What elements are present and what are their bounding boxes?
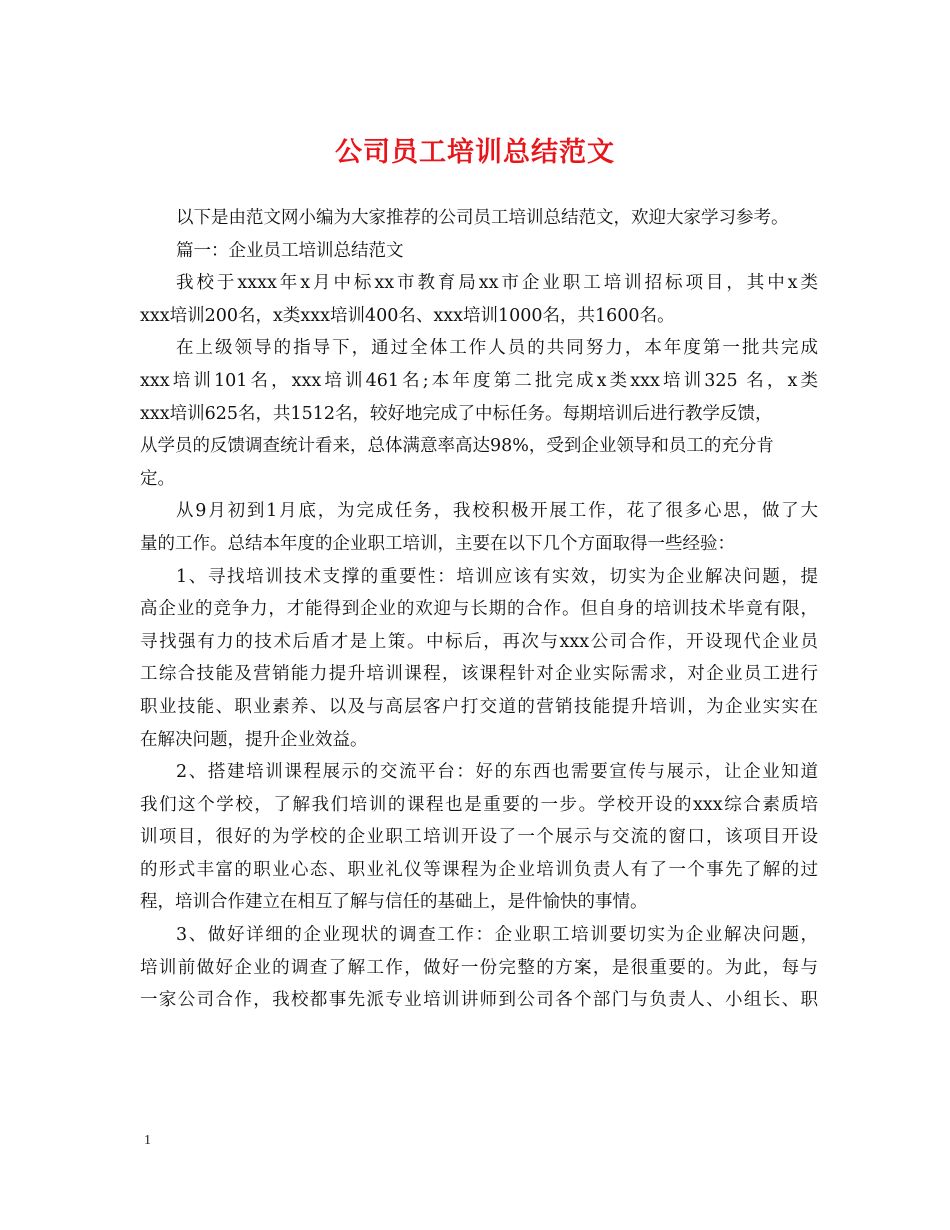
- paragraph-line: xxx培训625名，共1512名，较好地完成了中标任务。每期培训后进行教学反馈，: [140, 403, 773, 424]
- paragraph-line: 高企业的竞争力，才能得到企业的欢迎与长期的合作。但自身的培训技术毕竟有限，: [140, 599, 818, 620]
- paragraph-line: 从9月初到1月底，为完成任务，我校积极开展工作，花了很多心思，做了大: [176, 501, 818, 522]
- paragraph-line: xxx培训200名，x类xxx培训400名、xxx培训1000名，共1600名。: [140, 305, 675, 326]
- paragraph-line: xxx培训101名，xxx培训461名;本年度第二批完成x类xxx培训325 名，x类: [140, 370, 818, 391]
- paragraph-line: 以下是由范文网小编为大家推荐的公司员工培训总结范文，欢迎大家学习参考。: [176, 208, 789, 228]
- paragraph-line: 程，培训合作建立在相互了解与信任的基础上，是件愉快的事情。: [140, 892, 648, 913]
- document-body: [140, 202, 818, 1017]
- document-title: 公司员工培训总结范文: [335, 137, 615, 168]
- page-number: 1: [144, 1133, 151, 1148]
- paragraph-line: 从学员的反馈调查统计看来，总体满意率高达98%，受到企业领导和员工的充分肯: [140, 436, 774, 457]
- paragraph-line: 3、做好详细的企业现状的调查工作：企业职工培训要切实为企业解决问题，: [176, 925, 818, 946]
- paragraph-line: 训项目，很好的为学校的企业职工培训开设了一个展示与交流的窗口，该项目开设: [140, 827, 818, 848]
- paragraph-line: 在上级领导的指导下，通过全体工作人员的共同努力，本年度第一批共完成: [176, 338, 818, 359]
- paragraph-line: 培训前做好企业的调查了解工作，做好一份完整的方案，是很重要的。为此，每与: [140, 957, 818, 978]
- paragraph-line: 我校于xxxx年x月中标xx市教育局xx市企业职工培训招标项目，其中x类: [176, 273, 818, 294]
- paragraph-line: 职业技能、职业素养、以及与高层客户打交道的营销技能提升培训，为企业实实在: [140, 696, 818, 717]
- paragraph-line: 篇一：企业员工培训总结范文: [176, 240, 404, 261]
- paragraph-line: 量的工作。总结本年度的企业职工培训，主要在以下几个方面取得一些经验：: [140, 533, 735, 554]
- paragraph-line: 在解决问题，提升企业效益。: [140, 729, 368, 750]
- paragraph-line: 工综合技能及营销能力提升培训课程，该课程针对企业实际需求，对企业员工进行: [140, 664, 818, 685]
- paragraph-line: 的形式丰富的职业心态、职业礼仪等课程为企业培训负责人有了一个事先了解的过: [140, 859, 818, 880]
- paragraph-line: 定。: [140, 468, 175, 489]
- paragraph-line: 2、搭建培训课程展示的交流平台：好的东西也需要宣传与展示，让企业知道: [176, 762, 818, 783]
- paragraph-line: 寻找强有力的技术后盾才是上策。中标后，再次与xxx公司合作，开设现代企业员: [140, 631, 818, 652]
- paragraph-line: 我们这个学校，了解我们培训的课程也是重要的一步。学校开设的xxx综合素质培: [140, 794, 818, 815]
- paragraph-line: 一家公司合作，我校都事先派专业培训讲师到公司各个部门与负责人、小组长、职: [140, 990, 818, 1011]
- paragraph-line: 1、寻找培训技术支撑的重要性：培训应该有实效，切实为企业解决问题，提: [176, 566, 818, 587]
